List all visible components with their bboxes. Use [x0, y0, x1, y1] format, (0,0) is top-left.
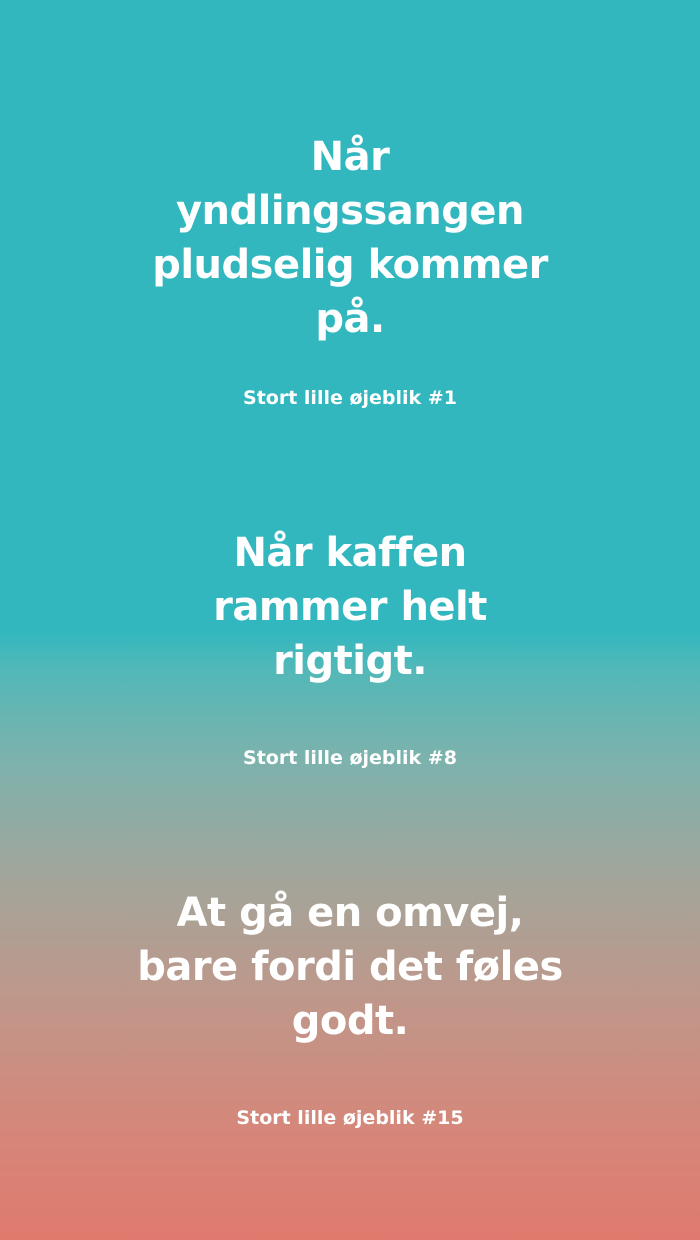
moment-headline: Når kaffen rammer helt rigtigt.	[213, 530, 487, 684]
moment-headline: At gå en omvej, bare fordi det føles godt.	[137, 890, 563, 1044]
moment-caption: Stort lille øjeblik #1	[243, 387, 457, 409]
moment-card-1	[0, 130, 700, 410]
moment-headline: Når yndlingssangen pludselig kommer på.	[152, 134, 548, 342]
moment-caption: Stort lille øjeblik #15	[236, 1107, 464, 1129]
moment-card-2	[0, 526, 700, 770]
moment-card-3	[0, 886, 700, 1130]
moment-caption: Stort lille øjeblik #8	[243, 747, 457, 769]
